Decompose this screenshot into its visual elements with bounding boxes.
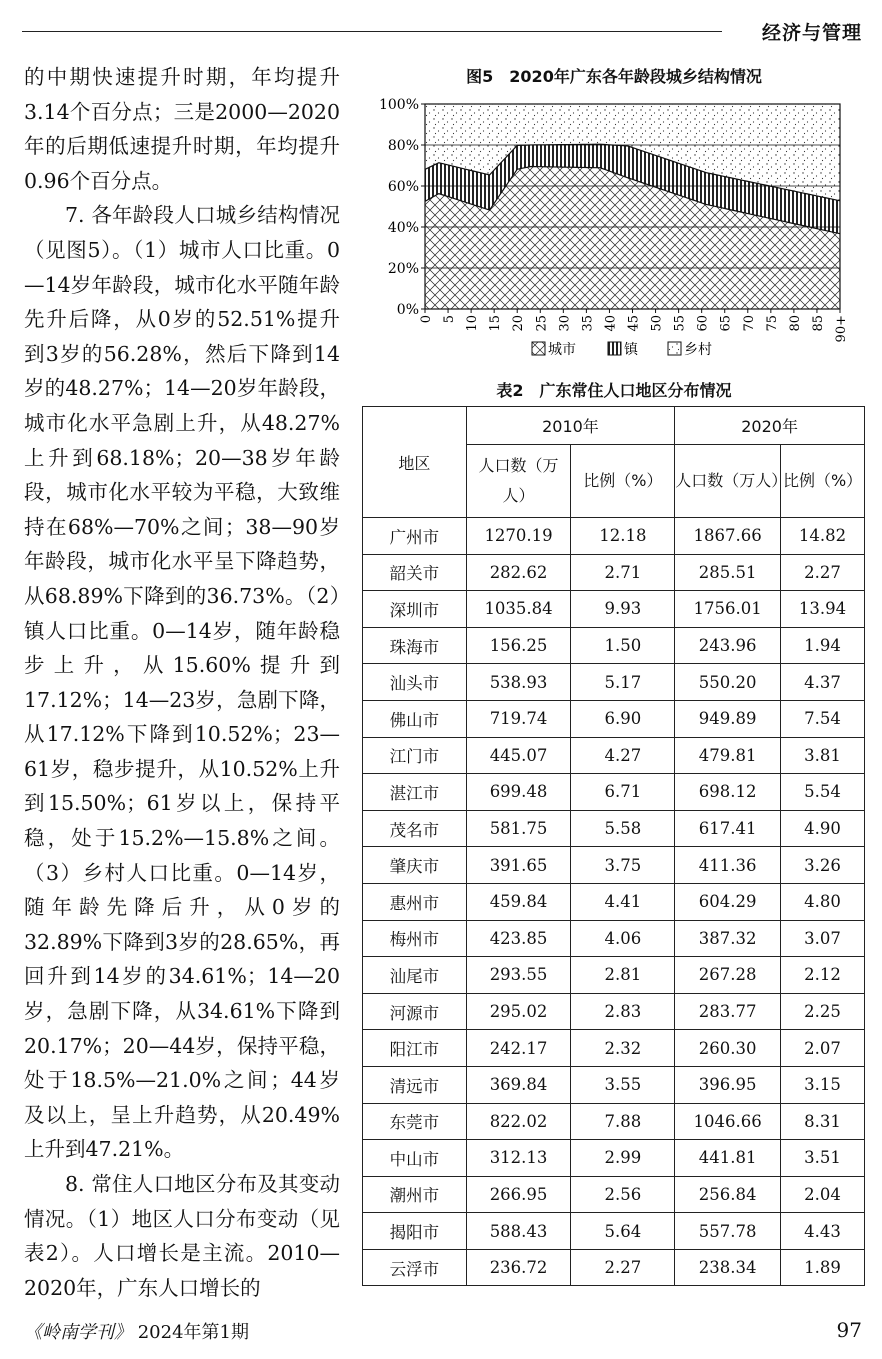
ratio-2020-cell: 1.89 bbox=[781, 1249, 865, 1286]
header-rule bbox=[22, 31, 722, 32]
population-2010-cell: 391.65 bbox=[466, 847, 571, 884]
body-text-column bbox=[24, 60, 340, 1305]
region-cell: 茂名市 bbox=[363, 810, 467, 847]
x-tick-label: 70 bbox=[741, 315, 757, 332]
x-tick-label: 90+ bbox=[834, 315, 849, 343]
table-row bbox=[363, 847, 865, 884]
population-2010-cell: 1035.84 bbox=[466, 591, 571, 628]
x-tick-label: 0 bbox=[419, 315, 434, 324]
table-row bbox=[363, 920, 865, 957]
ratio-2010-cell: 5.64 bbox=[571, 1213, 675, 1250]
table-row bbox=[363, 664, 865, 701]
population-2010-cell: 236.72 bbox=[466, 1249, 571, 1286]
table-row bbox=[363, 1176, 865, 1213]
x-tick-label: 30 bbox=[557, 315, 573, 332]
population-2020-cell: 411.36 bbox=[675, 847, 781, 884]
ratio-2020-cell: 2.12 bbox=[781, 957, 865, 994]
population-2010-cell: 581.75 bbox=[466, 810, 571, 847]
ratio-2020-cell: 2.25 bbox=[781, 993, 865, 1030]
ratio-2010-cell: 5.17 bbox=[571, 664, 675, 701]
population-2020-cell: 256.84 bbox=[675, 1176, 781, 1213]
ratio-2010-cell: 2.56 bbox=[571, 1176, 675, 1213]
population-2020-cell: 1046.66 bbox=[675, 1103, 781, 1140]
population-2010-cell: 369.84 bbox=[466, 1066, 571, 1103]
ratio-2010-cell: 2.99 bbox=[571, 1140, 675, 1177]
population-2020-cell: 1756.01 bbox=[675, 591, 781, 628]
population-2010-cell: 312.13 bbox=[466, 1140, 571, 1177]
legend-urban-label: 城市 bbox=[548, 342, 576, 358]
ratio-2010-cell: 4.27 bbox=[571, 737, 675, 774]
x-tick-label: 10 bbox=[465, 315, 481, 332]
region-cell: 云浮市 bbox=[363, 1249, 467, 1286]
x-tick-label: 35 bbox=[580, 315, 596, 332]
x-tick-label: 45 bbox=[626, 315, 642, 332]
region-cell: 江门市 bbox=[363, 737, 467, 774]
region-cell: 广州市 bbox=[363, 518, 467, 555]
y-tick-label: 40% bbox=[387, 220, 419, 236]
population-2020-cell: 949.89 bbox=[675, 700, 781, 737]
x-tick-label: 50 bbox=[649, 315, 665, 332]
ratio-2010-cell: 2.71 bbox=[571, 554, 675, 591]
year-2020-header: 2020年 bbox=[675, 407, 865, 445]
region-cell: 深圳市 bbox=[363, 591, 467, 628]
ratio-2020-cell: 13.94 bbox=[781, 591, 865, 628]
y-tick-label: 80% bbox=[387, 138, 419, 154]
ratio-2020-cell: 3.07 bbox=[781, 920, 865, 957]
ratio-2010-cell: 3.75 bbox=[571, 847, 675, 884]
ratio-2020-cell: 4.90 bbox=[781, 810, 865, 847]
x-tick-label: 15 bbox=[488, 315, 504, 332]
table-row bbox=[363, 774, 865, 811]
table-row bbox=[363, 993, 865, 1030]
page-number: 97 bbox=[836, 1318, 862, 1342]
x-tick-label: 85 bbox=[810, 315, 826, 332]
ratio-2010-cell: 2.81 bbox=[571, 957, 675, 994]
section-title: 经济与管理 bbox=[761, 22, 862, 44]
table-row bbox=[363, 518, 865, 555]
ratio-2020-cell: 4.80 bbox=[781, 883, 865, 920]
region-cell: 清远市 bbox=[363, 1066, 467, 1103]
population-2020-cell: 604.29 bbox=[675, 883, 781, 920]
regional-population-table bbox=[362, 406, 865, 1286]
table-row bbox=[363, 700, 865, 737]
journal-footer bbox=[24, 1318, 249, 1344]
population-2020-cell: 283.77 bbox=[675, 993, 781, 1030]
ratio-2010-header: 比例（%） bbox=[571, 445, 675, 518]
region-cell: 揭阳市 bbox=[363, 1213, 467, 1250]
ratio-2020-cell: 2.04 bbox=[781, 1176, 865, 1213]
population-2010-cell: 293.55 bbox=[466, 957, 571, 994]
population-2010-cell: 822.02 bbox=[466, 1103, 571, 1140]
issue-label: 2024年第1期 bbox=[137, 1322, 249, 1343]
region-cell: 汕头市 bbox=[363, 664, 467, 701]
region-cell: 中山市 bbox=[363, 1140, 467, 1177]
region-cell: 韶关市 bbox=[363, 554, 467, 591]
ratio-2020-cell: 8.31 bbox=[781, 1103, 865, 1140]
ratio-2020-cell: 1.94 bbox=[781, 627, 865, 664]
region-cell: 汕尾市 bbox=[363, 957, 467, 994]
population-2020-cell: 1867.66 bbox=[675, 518, 781, 555]
population-2010-cell: 459.84 bbox=[466, 883, 571, 920]
ratio-2020-cell: 4.37 bbox=[781, 664, 865, 701]
table-row bbox=[363, 591, 865, 628]
table-caption: 表2 广东常住人口地区分布情况 bbox=[496, 381, 732, 400]
table-row bbox=[363, 1030, 865, 1067]
population-2020-cell: 617.41 bbox=[675, 810, 781, 847]
population-2010-cell: 242.17 bbox=[466, 1030, 571, 1067]
legend-rural-label: 乡村 bbox=[684, 342, 712, 358]
population-2020-cell: 238.34 bbox=[675, 1249, 781, 1286]
table-row bbox=[363, 1103, 865, 1140]
figure-caption: 图5 2020年广东各年龄段城乡结构情况 bbox=[466, 67, 762, 86]
table-row bbox=[363, 1249, 865, 1286]
table-row bbox=[363, 737, 865, 774]
population-2010-cell: 423.85 bbox=[466, 920, 571, 957]
y-tick-label: 100% bbox=[378, 97, 419, 113]
region-cell: 湛江市 bbox=[363, 774, 467, 811]
table-row bbox=[363, 1066, 865, 1103]
ratio-2010-cell: 7.88 bbox=[571, 1103, 675, 1140]
paragraph-3: 8. 常住人口地区分布及其变动情况。（1）地区人口分布变动（见表2）。人口增长是主流。2010—2020年，广东人口增长的 bbox=[24, 1172, 340, 1300]
ratio-2020-cell: 4.43 bbox=[781, 1213, 865, 1250]
ratio-2020-header: 比例（%） bbox=[781, 445, 865, 518]
population-2020-cell: 396.95 bbox=[675, 1066, 781, 1103]
ratio-2020-cell: 2.07 bbox=[781, 1030, 865, 1067]
x-tick-label: 55 bbox=[672, 315, 688, 332]
journal-name: 《岭南学刊》 bbox=[24, 1322, 132, 1343]
legend-town-label: 镇 bbox=[624, 342, 638, 358]
x-tick-label: 80 bbox=[787, 315, 803, 332]
region-cell: 佛山市 bbox=[363, 700, 467, 737]
ratio-2010-cell: 2.83 bbox=[571, 993, 675, 1030]
population-2010-cell: 282.62 bbox=[466, 554, 571, 591]
table-row bbox=[363, 554, 865, 591]
x-tick-label: 25 bbox=[534, 315, 550, 332]
population-2010-cell: 588.43 bbox=[466, 1213, 571, 1250]
ratio-2020-cell: 5.54 bbox=[781, 774, 865, 811]
x-tick-label: 75 bbox=[764, 315, 780, 332]
paragraph-1: 的中期快速提升时期，年均提升3.14个百分点；三是2000—2020年的后期低速提升时期，年均提升0.96个百分点。 bbox=[24, 65, 340, 193]
ratio-2020-cell: 2.27 bbox=[781, 554, 865, 591]
population-2020-cell: 387.32 bbox=[675, 920, 781, 957]
ratio-2010-cell: 2.32 bbox=[571, 1030, 675, 1067]
ratio-2010-cell: 12.18 bbox=[571, 518, 675, 555]
ratio-2020-cell: 3.26 bbox=[781, 847, 865, 884]
table-row bbox=[363, 1140, 865, 1177]
region-cell: 珠海市 bbox=[363, 627, 467, 664]
ratio-2010-cell: 4.41 bbox=[571, 883, 675, 920]
population-2010-cell: 699.48 bbox=[466, 774, 571, 811]
population-2020-cell: 479.81 bbox=[675, 737, 781, 774]
ratio-2010-cell: 1.50 bbox=[571, 627, 675, 664]
x-tick-label: 40 bbox=[603, 315, 619, 332]
region-cell: 梅州市 bbox=[363, 920, 467, 957]
y-tick-label: 60% bbox=[387, 179, 419, 195]
legend-rural-swatch bbox=[668, 342, 681, 355]
table-row bbox=[363, 627, 865, 664]
y-tick-label: 20% bbox=[387, 261, 419, 277]
ratio-2020-cell: 3.15 bbox=[781, 1066, 865, 1103]
ratio-2020-cell: 14.82 bbox=[781, 518, 865, 555]
y-tick-label: 0% bbox=[396, 302, 419, 318]
paragraph-2: 7. 各年龄段人口城乡结构情况（见图5）。（1）城市人口比重。0—14岁年龄段，城市化水平随年龄先升后降，从0岁的52.51%提升到3岁的56.28%，然后下降到14岁的48.27%；14—20岁年龄段，城市化水平急剧上升，从48.27%上升到68.18%；20—38岁年龄段，城市化水平较为平稳，大致维持在68%—70%之间；38—90岁年龄段，城市化水平呈下降趋势，从68.89%下降到的36.73%。（2）镇人口比重。0—14岁，随年龄稳步上升，从15.60%提升到17.12%；14—23岁，急剧下降，从17.12%下降到10.52%；23—61岁，稳步提升，从10.52%上升到15.50%；61岁以上，保持平稳，处于15.2%—15.8%之间。（3）乡村人口比重。0—14岁，随年龄先降后升，从0岁的32.89%下降到3岁的28.65%，再回升到14岁的34.61%；14—20岁，急剧下降，从34.61%下降到20.17%；20—44岁，保持平稳，处于18.5%—21.0%之间；44岁及以上，呈上升趋势，从20.49%上升到47.21%。 bbox=[24, 203, 340, 1162]
region-header: 地区 bbox=[363, 407, 467, 518]
x-tick-label: 60 bbox=[695, 315, 711, 332]
region-cell: 东莞市 bbox=[363, 1103, 467, 1140]
population-2010-header: 人口数（万人） bbox=[466, 445, 571, 518]
ratio-2010-cell: 6.90 bbox=[571, 700, 675, 737]
population-2020-cell: 285.51 bbox=[675, 554, 781, 591]
ratio-2010-cell: 6.71 bbox=[571, 774, 675, 811]
population-2020-cell: 557.78 bbox=[675, 1213, 781, 1250]
table-row bbox=[363, 883, 865, 920]
population-2020-cell: 260.30 bbox=[675, 1030, 781, 1067]
table-row bbox=[363, 810, 865, 847]
x-tick-label: 65 bbox=[718, 315, 734, 332]
population-2010-cell: 538.93 bbox=[466, 664, 571, 701]
population-2020-header: 人口数（万人） bbox=[675, 445, 781, 518]
region-cell: 肇庆市 bbox=[363, 847, 467, 884]
population-2020-cell: 441.81 bbox=[675, 1140, 781, 1177]
population-2020-cell: 267.28 bbox=[675, 957, 781, 994]
urban-rural-structure-chart bbox=[360, 90, 870, 362]
ratio-2020-cell: 3.81 bbox=[781, 737, 865, 774]
ratio-2010-cell: 2.27 bbox=[571, 1249, 675, 1286]
ratio-2010-cell: 5.58 bbox=[571, 810, 675, 847]
ratio-2010-cell: 4.06 bbox=[571, 920, 675, 957]
population-2010-cell: 445.07 bbox=[466, 737, 571, 774]
population-2010-cell: 1270.19 bbox=[466, 518, 571, 555]
region-cell: 潮州市 bbox=[363, 1176, 467, 1213]
legend-town-swatch bbox=[608, 342, 621, 355]
legend-urban-swatch bbox=[532, 342, 545, 355]
region-cell: 河源市 bbox=[363, 993, 467, 1030]
region-cell: 阳江市 bbox=[363, 1030, 467, 1067]
population-2010-cell: 719.74 bbox=[466, 700, 571, 737]
x-tick-label: 20 bbox=[511, 315, 527, 332]
population-2010-cell: 156.25 bbox=[466, 627, 571, 664]
ratio-2020-cell: 3.51 bbox=[781, 1140, 865, 1177]
x-tick-label: 5 bbox=[442, 315, 458, 324]
population-2010-cell: 295.02 bbox=[466, 993, 571, 1030]
population-2010-cell: 266.95 bbox=[466, 1176, 571, 1213]
table-header-row bbox=[363, 407, 865, 445]
table-row bbox=[363, 957, 865, 994]
ratio-2010-cell: 3.55 bbox=[571, 1066, 675, 1103]
population-2020-cell: 698.12 bbox=[675, 774, 781, 811]
population-2020-cell: 550.20 bbox=[675, 664, 781, 701]
ratio-2020-cell: 7.54 bbox=[781, 700, 865, 737]
region-cell: 惠州市 bbox=[363, 883, 467, 920]
table-row bbox=[363, 1213, 865, 1250]
population-2020-cell: 243.96 bbox=[675, 627, 781, 664]
ratio-2010-cell: 9.93 bbox=[571, 591, 675, 628]
year-2010-header: 2010年 bbox=[466, 407, 675, 445]
